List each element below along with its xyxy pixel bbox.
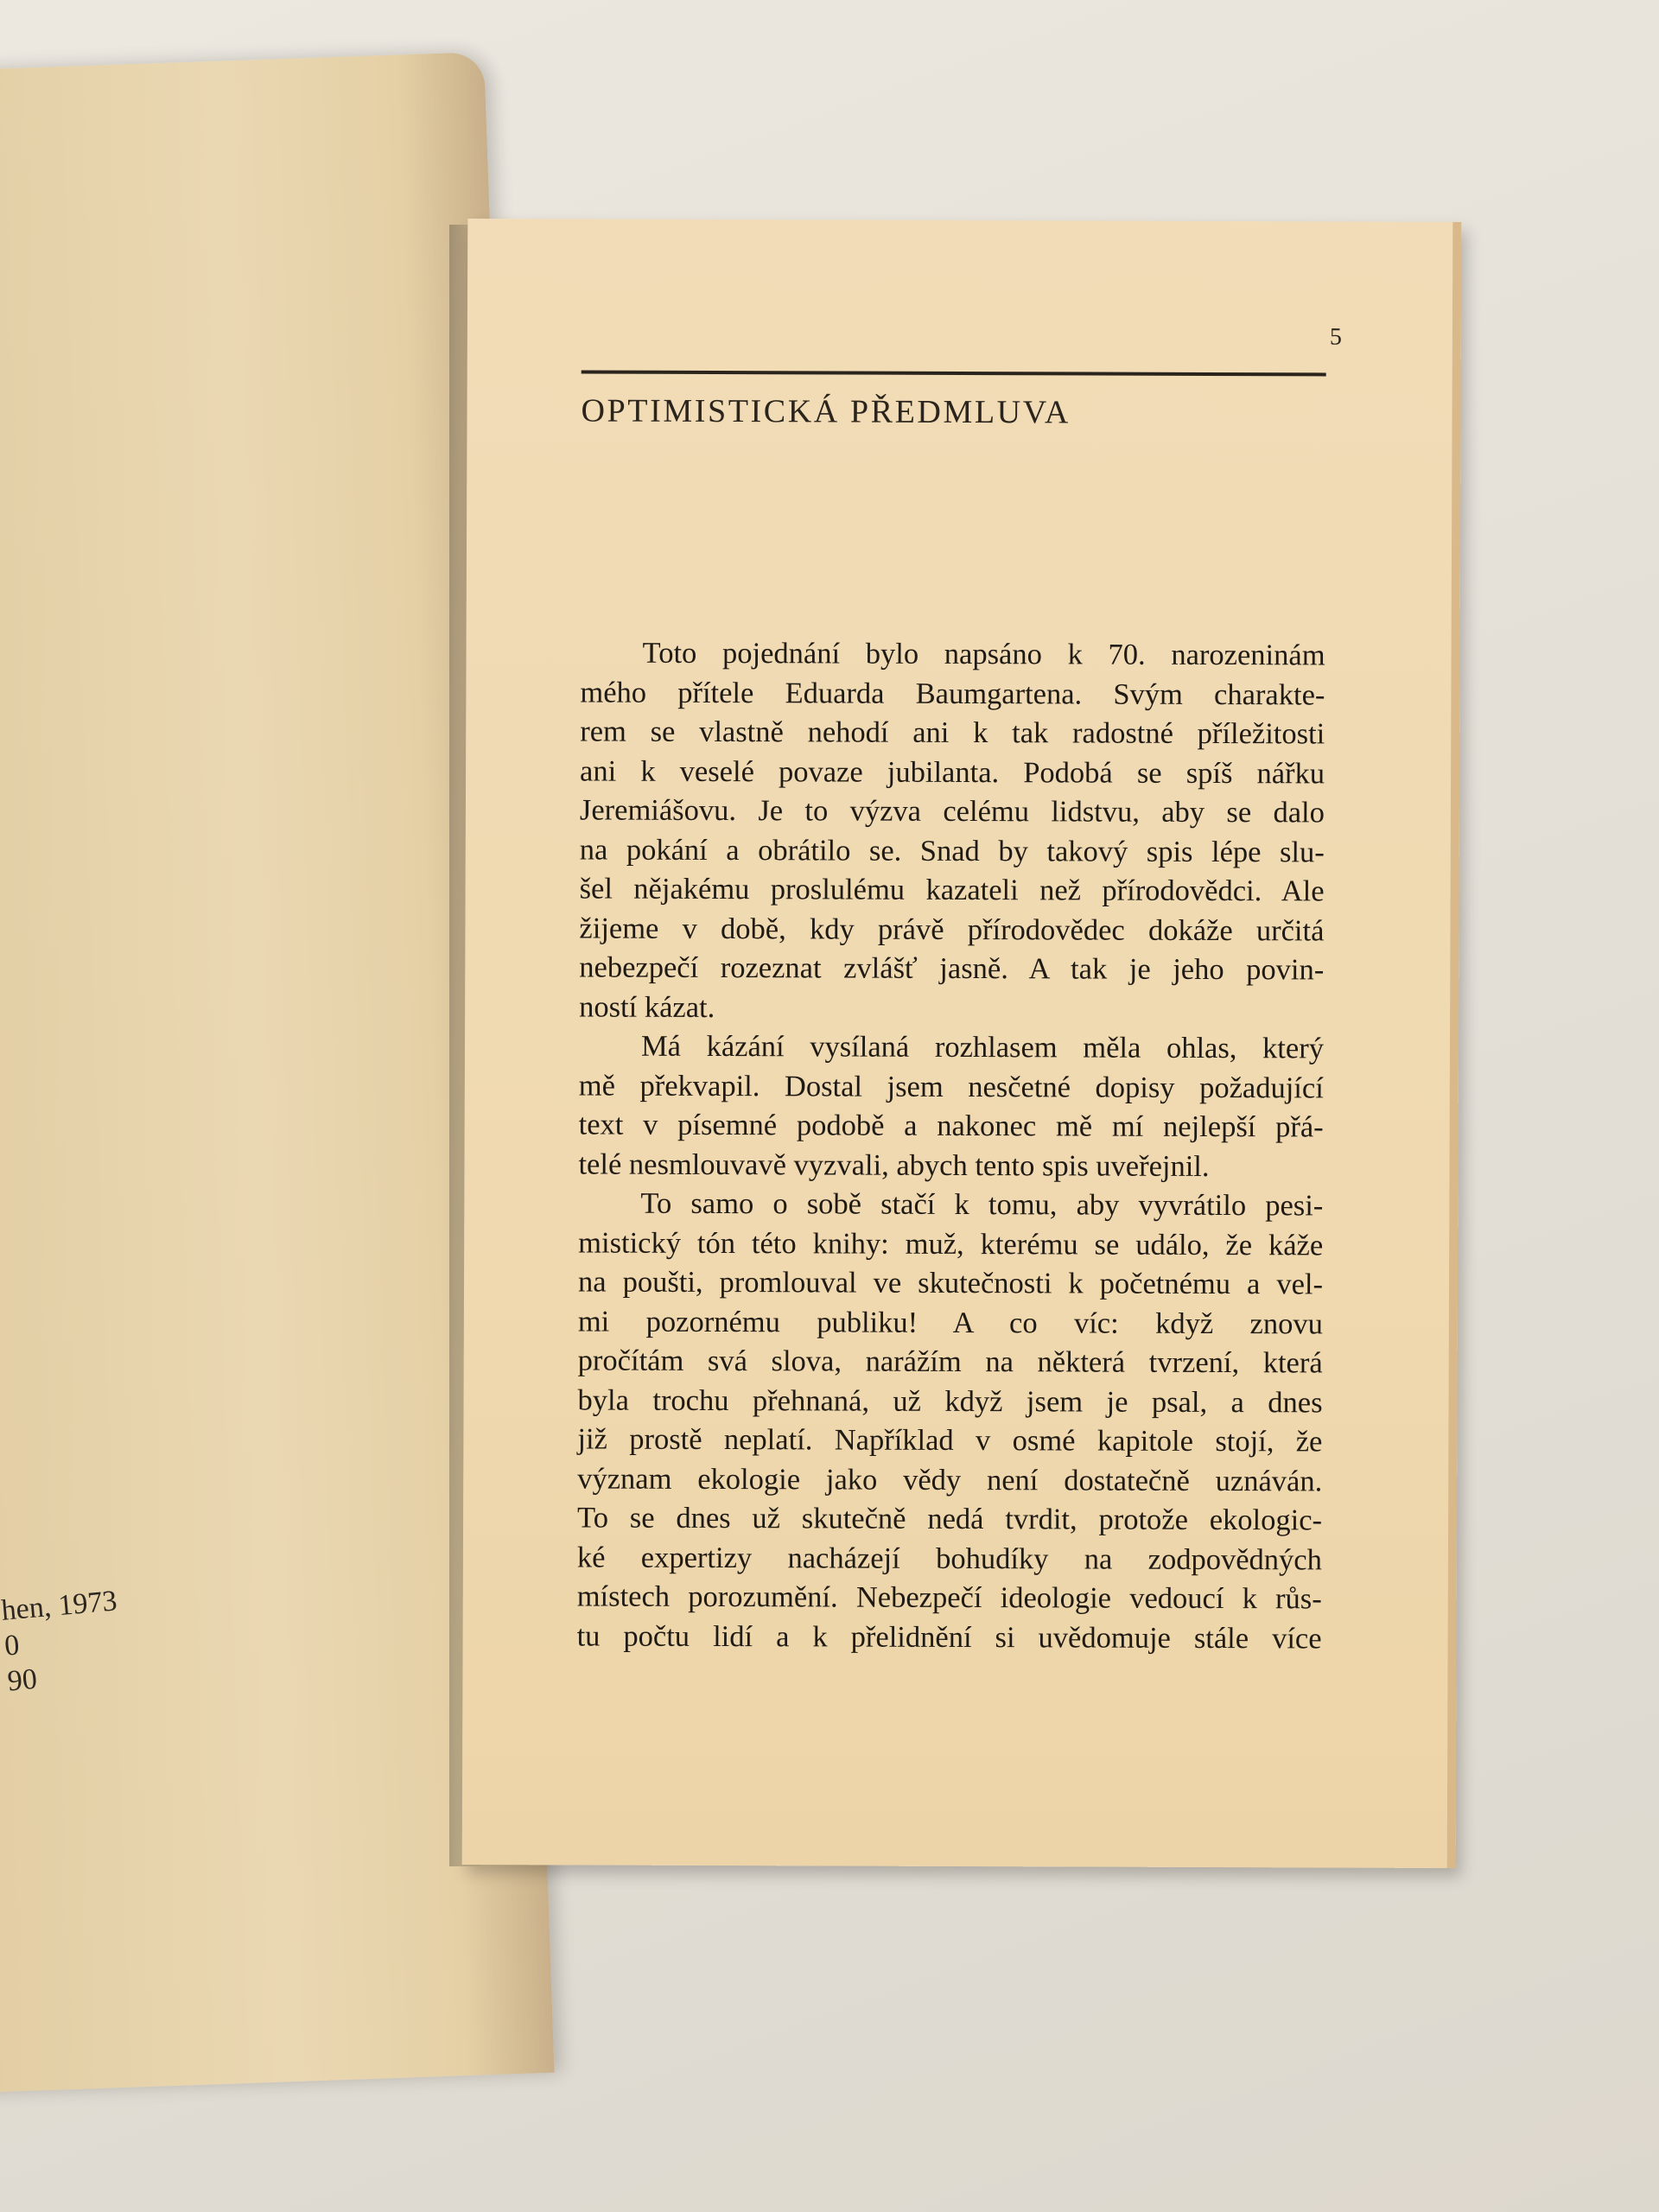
text-line: tu počtu lidí a k přelidnění si uvědomuje stále více bbox=[576, 1618, 1322, 1655]
text-line: Jeremiášovu. Je to výzva celému lidstvu, aby se dalo bbox=[579, 793, 1325, 830]
paragraph bbox=[579, 633, 1325, 1029]
text-line: text v písemné podobě a nakonec mě mí nejlepší přá- bbox=[578, 1108, 1324, 1144]
text-line: To samo o sobě stačí k tomu, aby vyvrátilo pesi- bbox=[640, 1186, 1324, 1223]
text-line: ností kázat. bbox=[579, 989, 715, 1024]
text-line: ani k veselé povaze jubilanta. Podobá se spíš nářku bbox=[580, 753, 1325, 790]
body-text bbox=[577, 633, 1325, 1658]
text-line: na poušti, promlouval ve skutečnosti k početnému a vel- bbox=[577, 1265, 1324, 1301]
text-line: byla trochu přehnaná, už když jsem je psal, a dnes bbox=[577, 1382, 1323, 1419]
left-page-imprint bbox=[0, 1580, 181, 1700]
page-number: 5 bbox=[1329, 323, 1342, 351]
text-line: nebezpečí rozeznat zvlášť jasně. A tak je jeho povin- bbox=[579, 950, 1325, 987]
text-line: Má kázání vysílaná rozhlasem měla ohlas, který bbox=[640, 1029, 1325, 1065]
text-line: To se dnes už skutečně nedá tvrdit, protože ekologic- bbox=[577, 1501, 1323, 1537]
paragraph bbox=[578, 1027, 1324, 1186]
text-line: na pokání a obrátilo se. Snad by takový spis lépe slu- bbox=[579, 832, 1325, 868]
text-line: rem se vlastně nehodí ani k tak radostné příležitosti bbox=[580, 715, 1325, 751]
imprint-line: 0 bbox=[3, 1629, 21, 1662]
text-line: šel nějakému proslulému kazateli než přírodovědci. Ale bbox=[579, 872, 1325, 908]
imprint-line: hen, 1973 bbox=[0, 1585, 118, 1627]
text-line: mě překvapil. Dostal jsem nesčetné dopisy požadující bbox=[578, 1068, 1324, 1104]
text-line: mistický tón této knihy: muž, kterému se událo, že káže bbox=[578, 1225, 1324, 1262]
imprint-line: 90 bbox=[6, 1662, 39, 1698]
text-line: žijeme v době, kdy právě přírodovědec dokáže určitá bbox=[579, 911, 1325, 947]
text-line: pročítám svá slova, narážím na některá tvrzení, která bbox=[577, 1344, 1323, 1380]
text-line: již prostě neplatí. Například v osmé kapitole stojí, že bbox=[577, 1422, 1323, 1459]
text-line: Toto pojednání bylo napsáno k 70. narozeninám bbox=[642, 636, 1325, 672]
heading-rule bbox=[582, 370, 1326, 376]
chapter-title: OPTIMISTICKÁ PŘEDMLUVA bbox=[581, 392, 1071, 431]
text-line: ké expertizy nacházejí bohudíky na zodpovědných bbox=[576, 1540, 1322, 1576]
text-line: telé nesmlouvavě vyzvali, abych tento spis uveřejnil. bbox=[578, 1147, 1210, 1183]
right-page bbox=[462, 219, 1462, 1868]
text-line: význam ekologie jako vědy není dostatečně uznáván. bbox=[577, 1461, 1323, 1497]
text-line: mi pozornému publiku! A co víc: když znovu bbox=[577, 1304, 1323, 1340]
text-line: mého přítele Eduarda Baumgartena. Svým charakte- bbox=[580, 675, 1325, 711]
paragraph bbox=[577, 1184, 1324, 1658]
text-line: místech porozumění. Nebezpečí ideologie vedoucí k růs- bbox=[576, 1580, 1322, 1616]
